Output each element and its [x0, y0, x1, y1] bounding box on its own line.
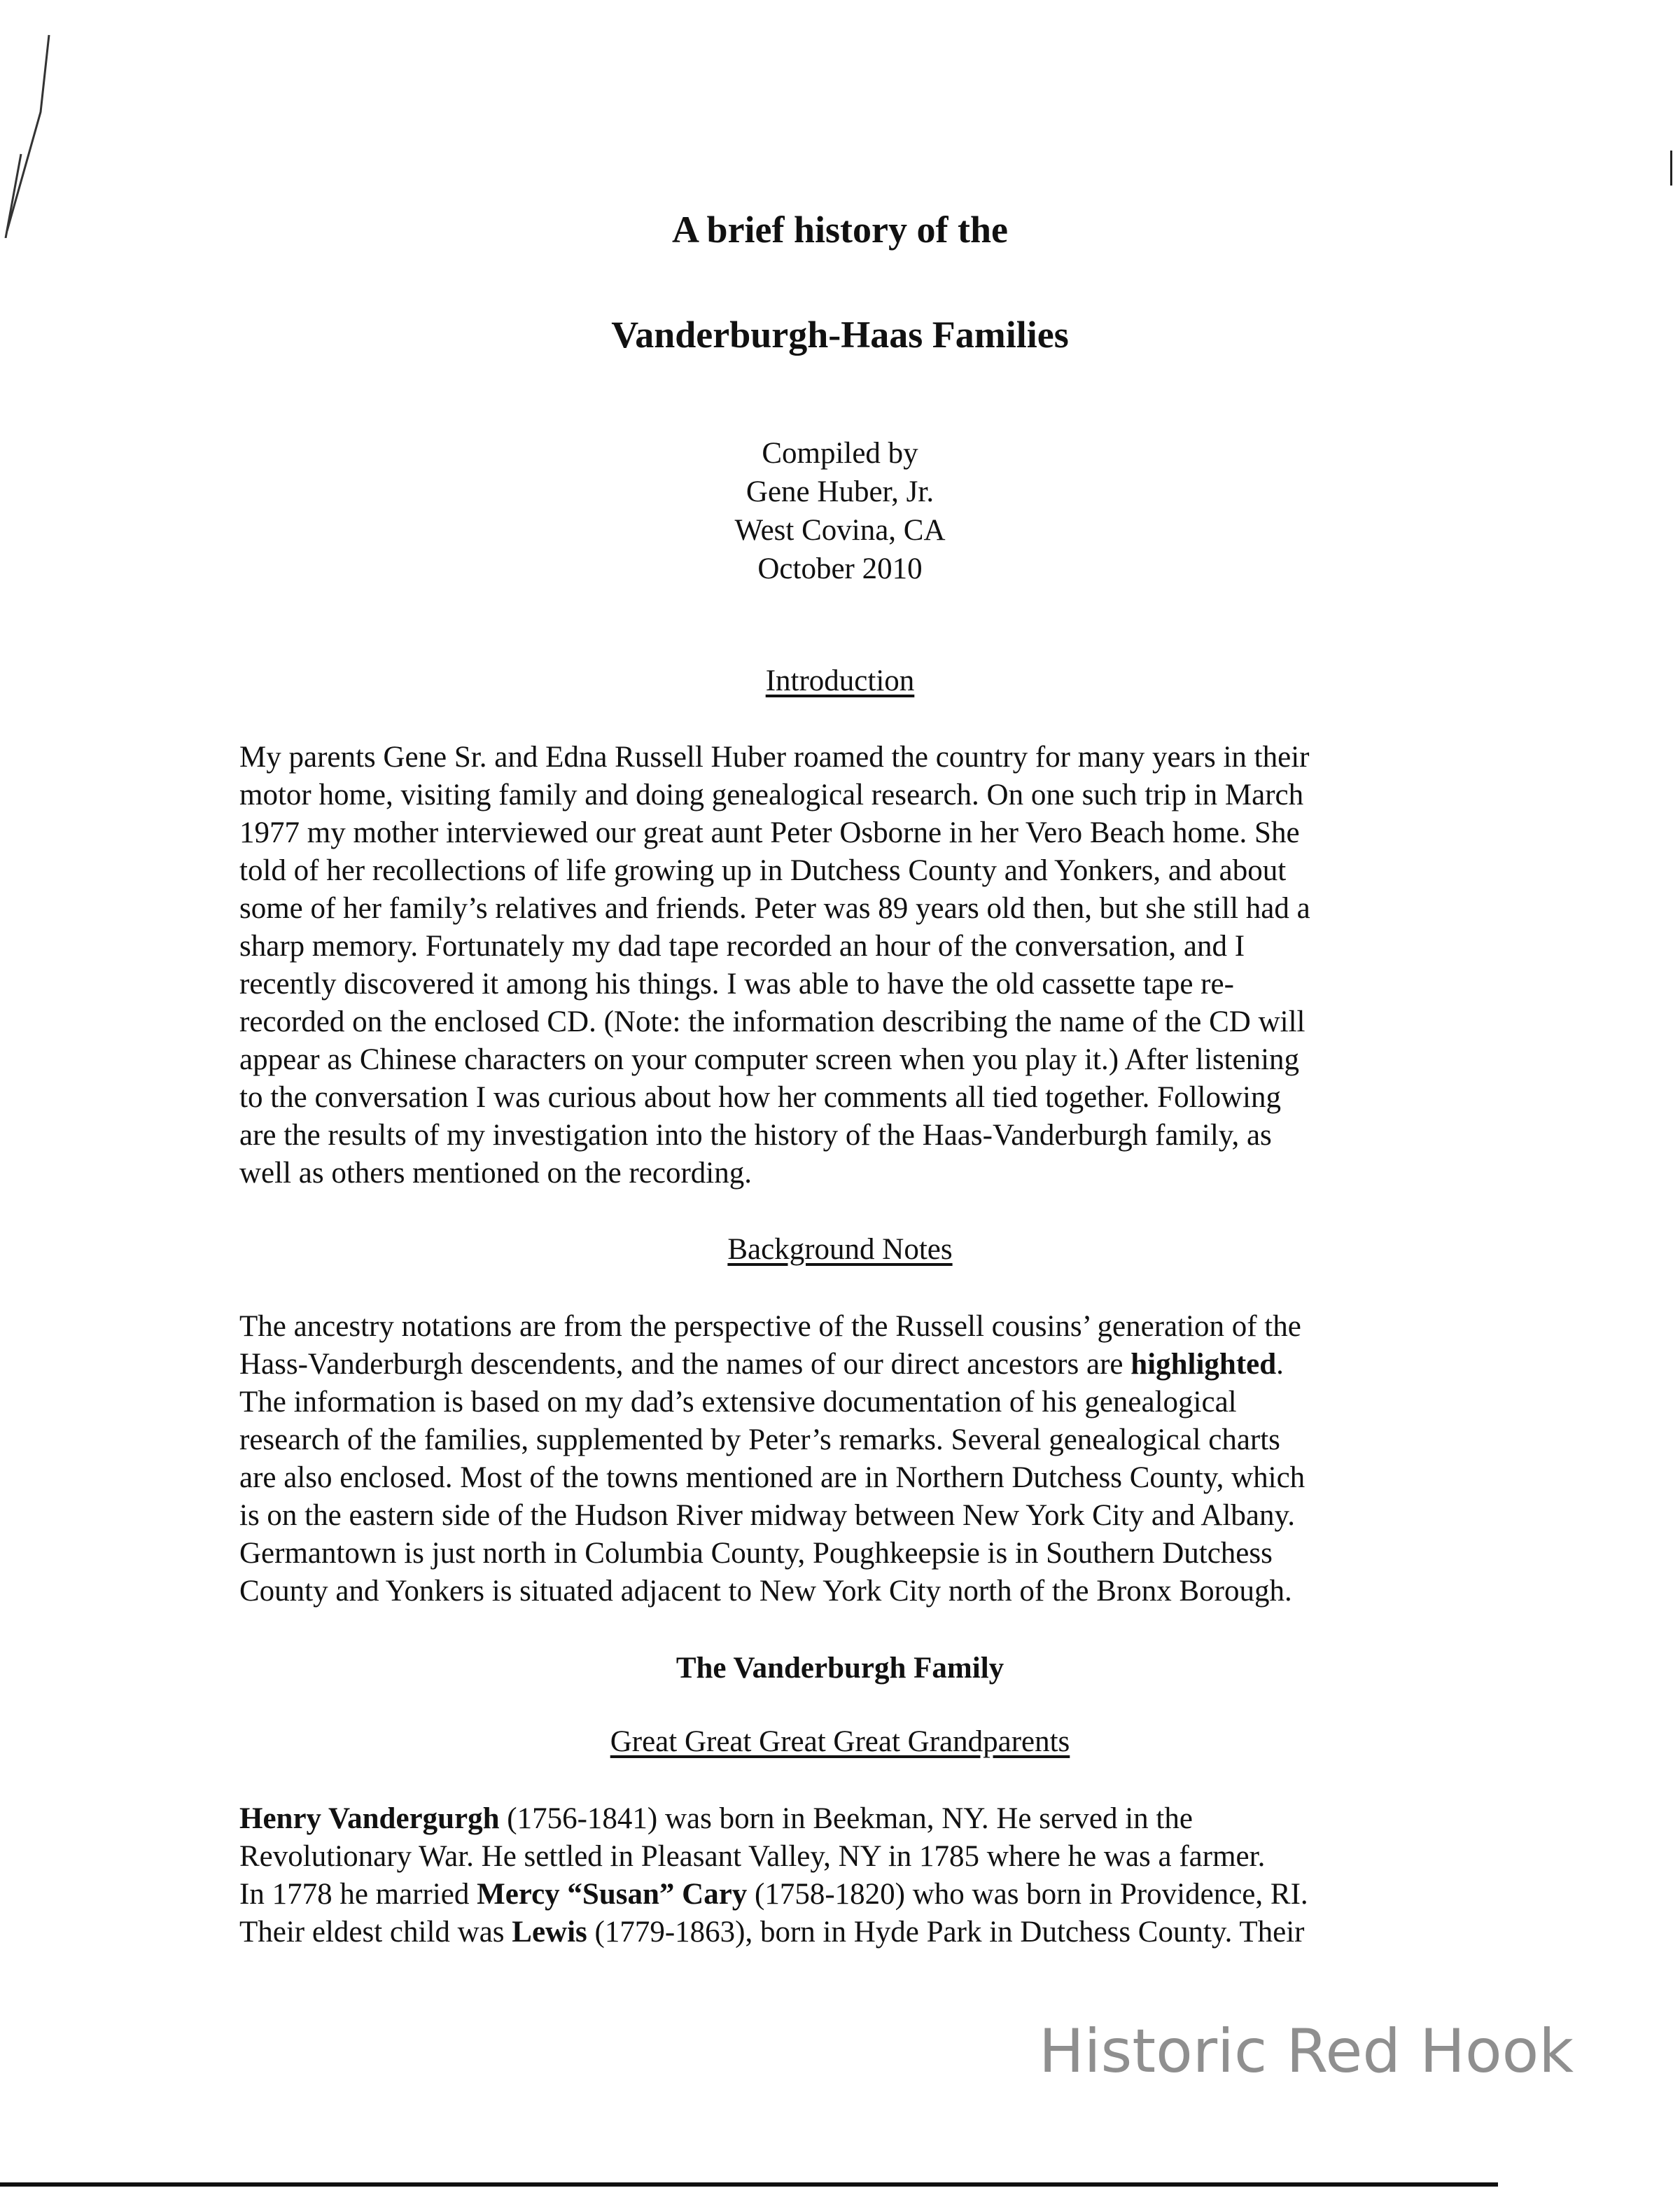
page-bottom-rule: [0, 2182, 1498, 2187]
text-line: [239, 1800, 1429, 1838]
ancestor-name: Henry Vandergurgh: [239, 1802, 500, 1835]
background-paragraph: [239, 1308, 1429, 1610]
text-line: [239, 1346, 1429, 1384]
text-line: 1977 my mother interviewed our great aunt Peter Osborne in her Vero Beach home. She: [239, 816, 1300, 849]
text-line: recently discovered it among his things. I was able to have the old cassette tape re-: [239, 968, 1234, 1001]
text-line: are also enclosed. Most of the towns mentioned are in Northern Dutchess County, which: [239, 1461, 1306, 1494]
text-line: well as others mentioned on the recording.: [239, 1157, 752, 1190]
text-line: County and Yonkers is situated adjacent to New York City north of the Bronx Borough.: [239, 1575, 1292, 1608]
text-line: are the results of my investigation into the history of the Haas-Vanderburgh family, as: [239, 1119, 1272, 1152]
generation-subheading: Great Great Great Great Grandparents: [610, 1725, 1070, 1758]
scan-edge-mark: [1670, 151, 1672, 186]
credit-line: October 2010: [757, 552, 923, 585]
text-line: is on the eastern side of the Hudson River midway between New York City and Albany.: [239, 1499, 1295, 1532]
text-line: told of her recollections of life growing up in Dutchess County and Yonkers, and about: [239, 854, 1287, 887]
text-segment: Hass-Vanderburgh descendents, and the names of our direct ancestors are: [239, 1348, 1131, 1381]
credits-block: [0, 434, 1680, 588]
text-line: The ancestry notations are from the perspective of the Russell cousins’ generation of the: [239, 1310, 1301, 1343]
text-line: Germantown is just north in Columbia County, Poughkeepsie is in Southern Dutchess: [239, 1537, 1273, 1570]
text-line: Revolutionary War. He settled in Pleasant Valley, NY in 1785 where he was a farmer.: [239, 1840, 1266, 1873]
text-line: The information is based on my dad’s extensive documentation of his genealogical: [239, 1386, 1237, 1419]
highlighted-word: highlighted: [1130, 1348, 1277, 1381]
credit-line: Gene Huber, Jr.: [746, 475, 934, 508]
text-segment: (1779-1863), born in Hyde Park in Dutchess County. Their: [587, 1916, 1305, 1949]
text-line: sharp memory. Fortunately my dad tape recorded an hour of the conversation, and I: [239, 930, 1245, 963]
text-segment: (1758-1820) who was born in Providence, RI.: [747, 1878, 1308, 1911]
text-line: [239, 1876, 1429, 1914]
background-heading: Background Notes: [727, 1233, 953, 1266]
text-line: appear as Chinese characters on your computer screen when you play it.) After listening: [239, 1043, 1300, 1076]
text-segment: Their eldest child was: [239, 1916, 512, 1949]
text-segment: .: [1276, 1348, 1284, 1381]
text-segment: (1756-1841) was born in Beekman, NY. He served in the: [499, 1802, 1193, 1835]
text-line: [239, 1914, 1429, 1951]
introduction-paragraph: [239, 739, 1429, 1192]
credit-line: West Covina, CA: [734, 514, 946, 547]
introduction-heading: Introduction: [765, 664, 915, 697]
scan-pen-mark: [0, 28, 63, 238]
text-line: motor home, visiting family and doing genealogical research. On one such trip in March: [239, 779, 1304, 811]
text-line: to the conversation I was curious about how her comments all tied together. Following: [239, 1081, 1281, 1114]
text-line: research of the families, supplemented by Peter’s remarks. Several genealogical charts: [239, 1423, 1280, 1456]
document-title-line1: A brief history of the: [672, 209, 1008, 251]
text-line: recorded on the enclosed CD. (Note: the information describing the name of the CD will: [239, 1005, 1306, 1038]
text-line: My parents Gene Sr. and Edna Russell Huber roamed the country for many years in their: [239, 741, 1310, 774]
text-segment: In 1778 he married: [239, 1878, 477, 1911]
watermark: Historic Red Hook: [1038, 2016, 1574, 2086]
credit-line: Compiled by: [762, 437, 918, 470]
family-paragraph: [239, 1800, 1429, 1951]
document-title-line2: Vanderburgh-Haas Families: [611, 314, 1069, 356]
ancestor-name: Lewis: [512, 1916, 587, 1949]
family-section-heading: The Vanderburgh Family: [676, 1652, 1004, 1685]
text-line: some of her family’s relatives and friends. Peter was 89 years old then, but she still had a: [239, 892, 1310, 925]
ancestor-name: Mercy “Susan” Cary: [477, 1878, 748, 1911]
